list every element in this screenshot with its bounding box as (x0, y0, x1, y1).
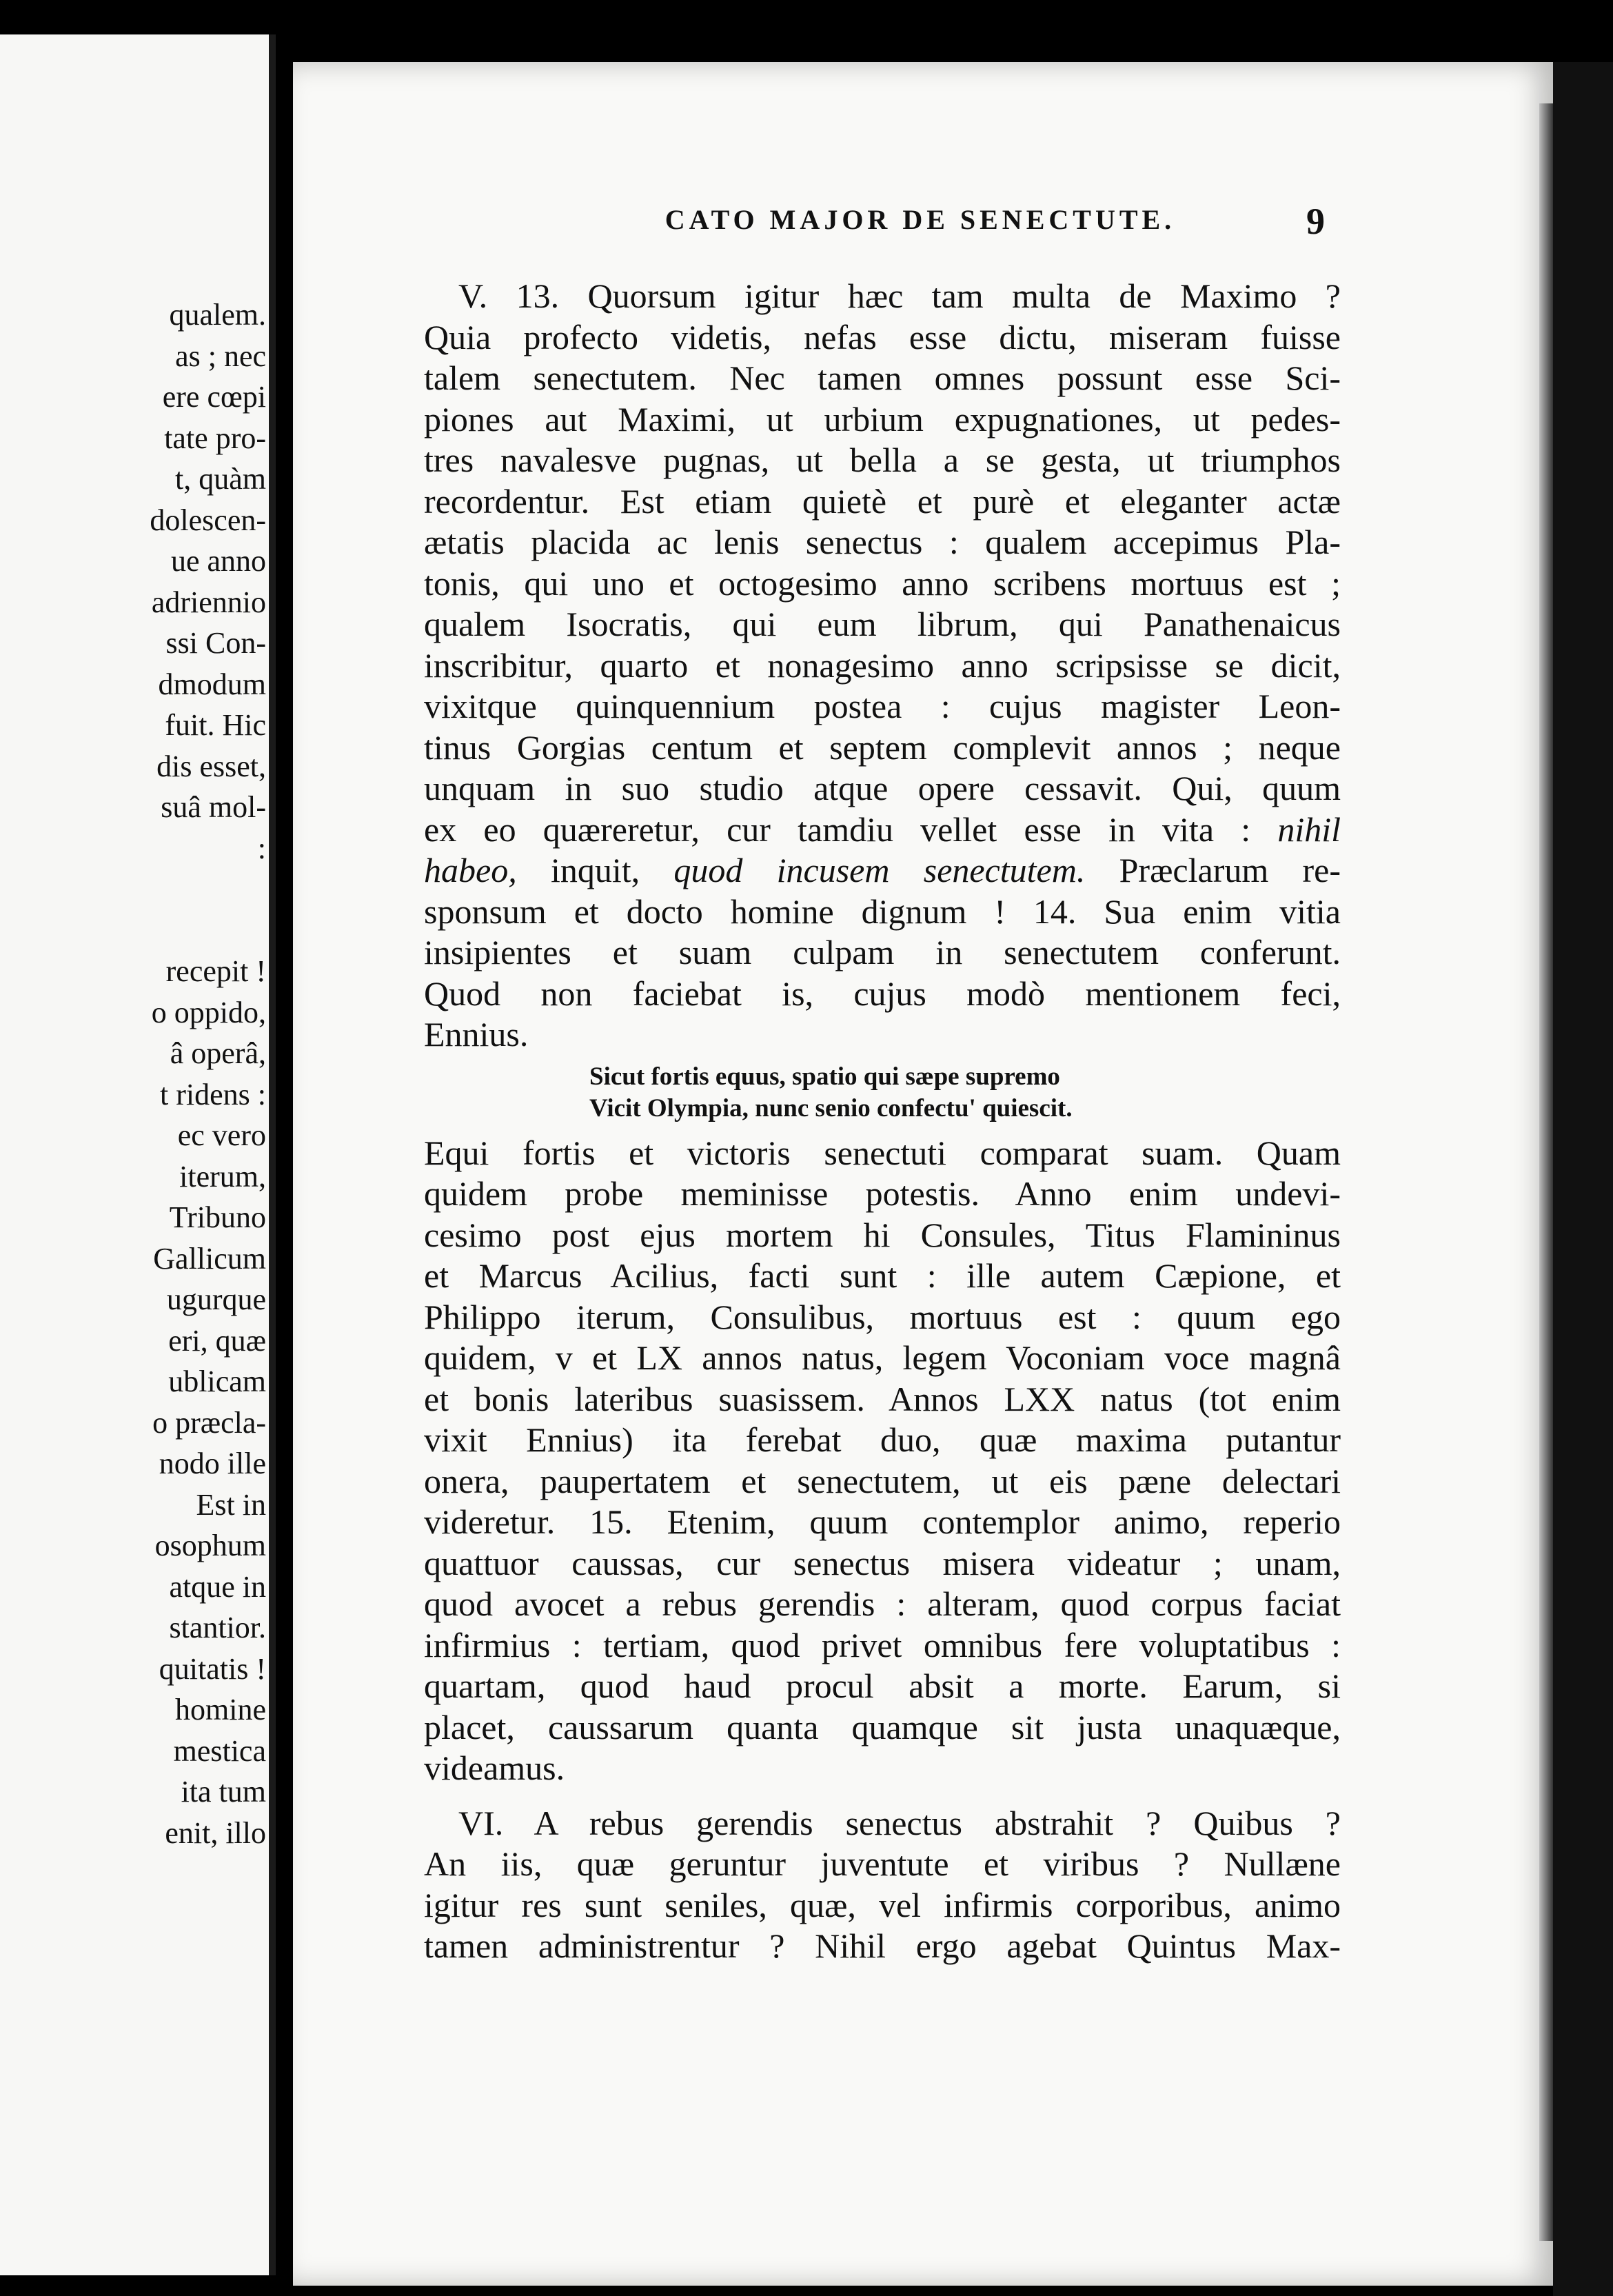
left-page-line: as ; nec (175, 339, 266, 373)
body-line: placet, caussarum quanta quamque sit justa unaquæque, (424, 1707, 1341, 1746)
left-page-line: â operâ, (170, 1036, 266, 1070)
left-page-line: Gallicum (153, 1241, 266, 1276)
body-line-quote-2 (424, 850, 1341, 892)
left-page-line: ec vero (177, 1118, 266, 1152)
left-page-line: quitatis ! (159, 1651, 266, 1686)
body-line: inscribitur, quarto et nonagesimo anno scripsisse se dicit, (424, 645, 1341, 685)
left-page-line: t ridens : (160, 1077, 266, 1111)
left-page-gutter (269, 34, 276, 2275)
italic-quote: quod incusem senectutem. (673, 851, 1086, 889)
right-page (293, 62, 1553, 2286)
body-line: quidem probe meminisse potestis. Anno enim undevi- (424, 1174, 1341, 1213)
left-page-line: fuit. Hic (165, 708, 266, 742)
page-body (424, 276, 1341, 1967)
body-line: An iis, quæ geruntur juventute et viribus ? Nullæne (424, 1844, 1341, 1883)
left-page-line: enit, illo (165, 1815, 266, 1850)
left-page-line: eri, quæ (168, 1323, 266, 1358)
body-line: onera, paupertatem et senectutem, ut eis pæne delectari (424, 1461, 1341, 1500)
body-line: videamus. (424, 1749, 565, 1787)
left-page-line: recepit ! (165, 954, 266, 988)
book-spine (1553, 62, 1613, 2296)
left-page-line: osophum (154, 1529, 266, 1562)
left-page-line: Tribuno (169, 1200, 266, 1234)
paragraph-gap (424, 1789, 1341, 1803)
running-head: CATO MAJOR DE SENECTUTE. (665, 204, 1176, 235)
body-line: unquam in suo studio atque opere cessavit. Qui, quum (424, 769, 1341, 807)
left-page-line: atque in (169, 1569, 266, 1604)
left-page-line: ue anno (170, 544, 266, 578)
body-line: Ennius. (424, 1015, 529, 1054)
left-page-line: ssi Con- (165, 626, 266, 660)
left-page-line: o præcla- (152, 1405, 266, 1440)
body-line: quartam, quod haud procul absit a morte. Earum, si (424, 1666, 1341, 1705)
left-page-line: o oppido, (151, 995, 266, 1029)
body-line: et bonis lateribus suasissem. Annos LXX natus (tot enim (424, 1379, 1341, 1418)
body-line: Equi fortis et victoris senectuti comparat suam. Quam (424, 1133, 1341, 1172)
left-page-line: mestica (173, 1733, 266, 1768)
left-page-line: ugurque (166, 1282, 266, 1316)
left-page-line: adriennio (151, 585, 266, 619)
after-quote-text: Præclarum re- (1085, 851, 1341, 889)
body-line: quod avocet a rebus gerendis : alteram, quod corpus faciat (424, 1584, 1341, 1623)
body-line: V. 13. Quorsum igitur hæc tam multa de Maximo ? (458, 276, 1341, 315)
body-line: tres navalesve pugnas, ut bella a se gesta, ut triumphos (424, 441, 1341, 479)
left-page-line: dis esset, (156, 749, 266, 783)
verse-line-1: Sicut fortis equus, spatio qui sæpe supremo (589, 1062, 1060, 1091)
left-page-line: dmodum (158, 667, 266, 701)
left-page-line: suâ mol- (161, 790, 266, 824)
body-line: Quia profecto videtis, nefas esse dictu, miseram fuisse (424, 317, 1341, 356)
body-line: tonis, qui uno et octogesimo anno scribens mortuus est ; (424, 563, 1341, 603)
body-line: tamen administrentur ? Nihil ergo agebat Quintus Max- (424, 1926, 1341, 1965)
left-page-line: tate pro- (164, 421, 266, 455)
body-line: talem senectutem. Nec tamen omnes possunt esse Sci- (424, 359, 1341, 397)
body-line: vixit Ennius) ita ferebat duo, quæ maxima putantur (424, 1420, 1341, 1459)
left-page-line: dolescen- (150, 503, 266, 537)
body-line: VI. A rebus gerendis senectus abstrahit ? Quibus ? (458, 1803, 1341, 1842)
body-line: videretur. 15. Etenim, quum contemplor animo, reperio (424, 1502, 1341, 1541)
body-line: quidem, v et LX annos natus, legem Voconiam voce magnâ (424, 1338, 1341, 1377)
page-edge (1539, 103, 1553, 2241)
left-page-line: homine (175, 1693, 266, 1726)
body-line: sponsum et docto homine dignum ! 14. Sua enim vitia (424, 892, 1341, 931)
section-v-lines-b (424, 892, 1341, 1056)
body-line: ætatis placida ac lenis senectus : qualem accepimus Pla- (424, 523, 1341, 561)
body-line: cesimo post ejus mortem hi Consules, Titus Flamininus (424, 1215, 1341, 1254)
inquit-text: inquit, (516, 851, 674, 889)
body-line: piones aut Maximi, ut urbium expugnationes, ut pedes- (424, 399, 1341, 439)
left-page (0, 34, 276, 2275)
left-page-line: Est in (196, 1487, 266, 1522)
body-line: vixitque quinquennium postea : cujus magister Leon- (424, 687, 1341, 725)
body-line: tinus Gorgias centum et septem complevit annos ; neque (424, 727, 1341, 767)
left-page-line: qualem. (169, 298, 266, 332)
body-line: et Marcus Acilius, facti sunt : ille autem Cæpione, et (424, 1256, 1341, 1295)
left-page-line: iterum, (179, 1159, 266, 1194)
left-page-line: ita tum (181, 1775, 266, 1809)
body-line: quattuor caussas, cur senectus misera videatur ; unam, (424, 1543, 1341, 1582)
body-line: infirmius : tertiam, quod privet omnibus fere voluptatibus : (424, 1625, 1341, 1664)
italic-habeo: habeo, (424, 851, 517, 889)
verse-line-2: Vicit Olympia, nunc senio confectu' quiescit. (589, 1094, 1073, 1122)
section-v-lines-a (424, 276, 1341, 850)
verse-quotation (424, 1061, 1341, 1125)
italic-nihil: nihil (1277, 809, 1341, 849)
section-v-lines-c (424, 1133, 1341, 1789)
left-page-line: : (257, 831, 266, 865)
body-line: qualem Isocratis, qui eum librum, qui Panathenaicus (424, 605, 1341, 643)
body-line: Philippo iterum, Consulibus, mortuus est : quum ego (424, 1297, 1341, 1336)
left-page-line: ere cœpi (162, 380, 266, 414)
body-line: recordentur. Est etiam quietè et purè et eleganter actæ (424, 481, 1341, 521)
left-page-line: t, quàm (175, 462, 266, 496)
left-page-line: ublicam (168, 1364, 266, 1398)
section-vi-lines (424, 1803, 1341, 1967)
body-line: igitur res sunt seniles, quæ, vel infirmis corporibus, animo (424, 1885, 1341, 1924)
left-page-line: nodo ille (159, 1447, 266, 1480)
page-number: 9 (1306, 201, 1325, 242)
left-page-line: stantior. (169, 1611, 266, 1644)
body-line: Quod non faciebat is, cujus modò mentionem feci, (424, 974, 1341, 1013)
body-line: insipientes et suam culpam in senectutem conferunt. (424, 933, 1341, 971)
body-line: ex eo quæreretur, cur tamdiu vellet esse in vita : nihil (424, 809, 1341, 849)
